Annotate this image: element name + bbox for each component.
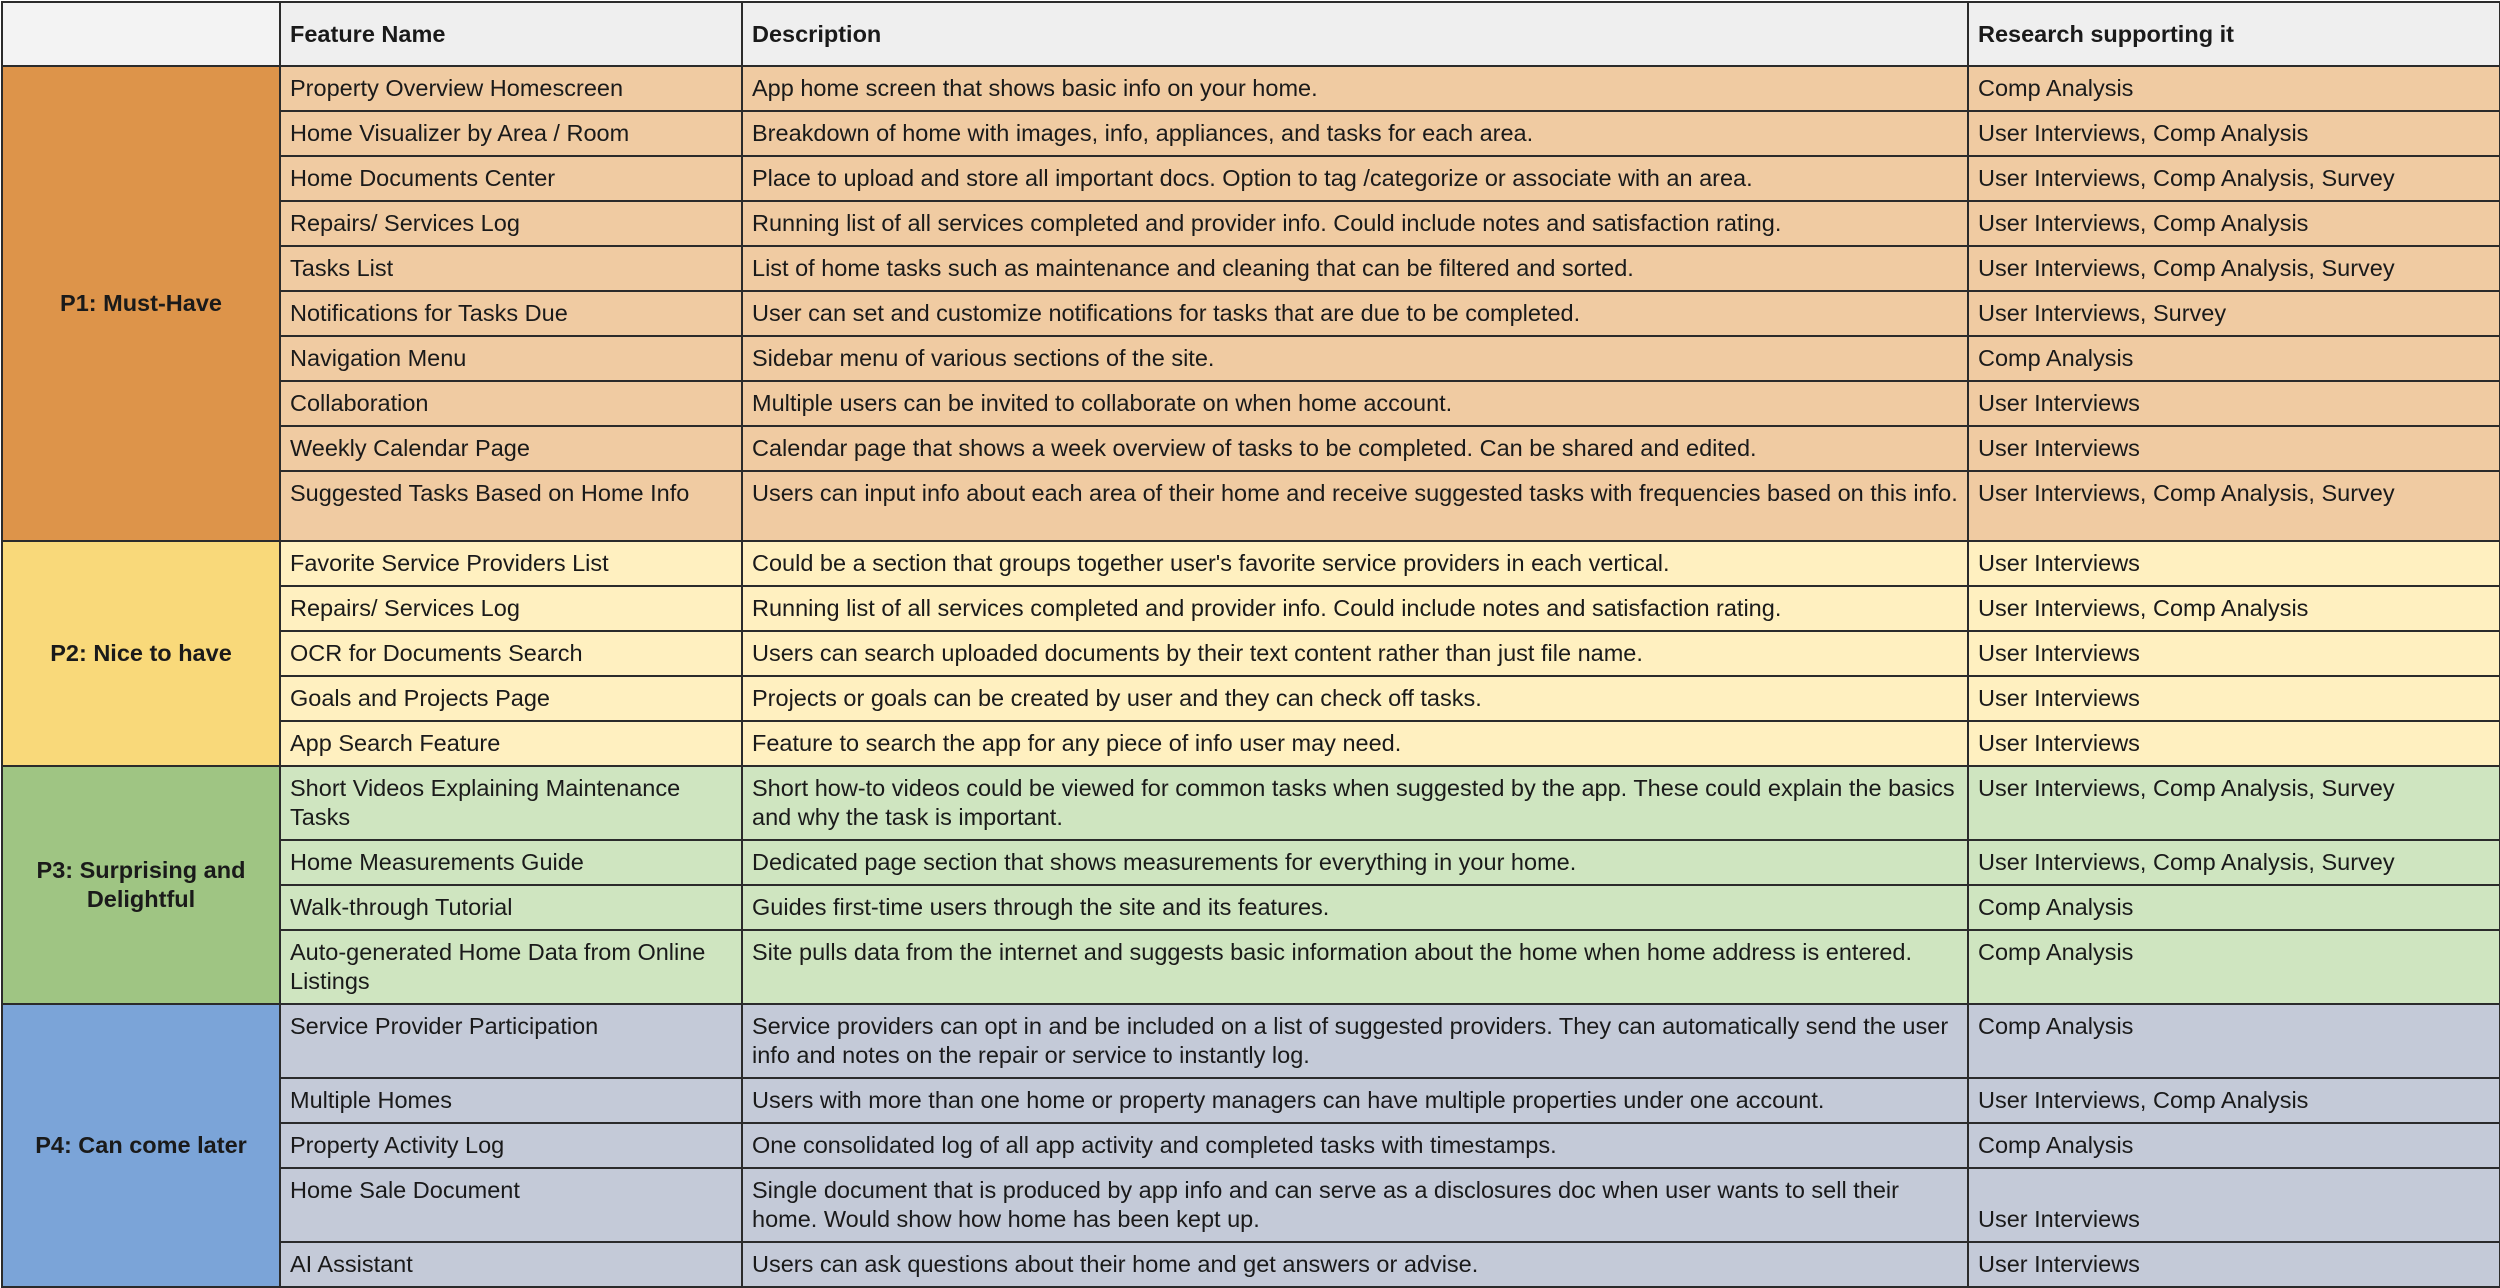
research-cell: Comp Analysis: [1968, 930, 2500, 1004]
research-cell: Comp Analysis: [1968, 66, 2500, 111]
research-cell: User Interviews, Comp Analysis: [1968, 201, 2500, 246]
description-cell: Calendar page that shows a week overview of tasks to be completed. Can be shared and edited.: [742, 426, 1968, 471]
feature-cell: Property Overview Homescreen: [280, 66, 742, 111]
table-row: [2, 156, 2500, 201]
description-cell: User can set and customize notifications for tasks that are due to be completed.: [742, 291, 1968, 336]
feature-cell: Weekly Calendar Page: [280, 426, 742, 471]
table-row: [2, 541, 2500, 586]
table-row: [2, 111, 2500, 156]
research-cell: User Interviews, Survey: [1968, 291, 2500, 336]
table-row: [2, 885, 2500, 930]
feature-cell: AI Assistant: [280, 1242, 742, 1287]
table-row: [2, 66, 2500, 111]
feature-cell: Repairs/ Services Log: [280, 586, 742, 631]
feature-cell: Suggested Tasks Based on Home Info: [280, 471, 742, 541]
description-cell: List of home tasks such as maintenance and cleaning that can be filtered and sorted.: [742, 246, 1968, 291]
description-cell: Projects or goals can be created by user and they can check off tasks.: [742, 676, 1968, 721]
description-cell: Users with more than one home or property managers can have multiple properties under one account.: [742, 1078, 1968, 1123]
group-p1: [2, 66, 2500, 541]
feature-cell: Repairs/ Services Log: [280, 201, 742, 246]
feature-cell: Service Provider Participation: [280, 1004, 742, 1078]
research-cell: User Interviews: [1968, 426, 2500, 471]
research-cell: User Interviews, Comp Analysis, Survey: [1968, 471, 2500, 541]
description-cell: Multiple users can be invited to collaborate on when home account.: [742, 381, 1968, 426]
research-cell: User Interviews: [1968, 1168, 2500, 1242]
table-row: [2, 766, 2500, 840]
table-row: [2, 381, 2500, 426]
feature-cell: Home Documents Center: [280, 156, 742, 201]
research-cell: Comp Analysis: [1968, 1004, 2500, 1078]
table-row: [2, 336, 2500, 381]
feature-cell: App Search Feature: [280, 721, 742, 766]
research-cell: Comp Analysis: [1968, 1123, 2500, 1168]
research-cell: User Interviews: [1968, 541, 2500, 586]
priority-label-p3: P3: Surprising and Delightful: [2, 766, 280, 1004]
priority-label-p1: P1: Must-Have: [2, 66, 280, 541]
table-row: [2, 721, 2500, 766]
feature-cell: Home Sale Document: [280, 1168, 742, 1242]
description-cell: Feature to search the app for any piece of info user may need.: [742, 721, 1968, 766]
description-cell: Place to upload and store all important docs. Option to tag /categorize or associate with an area.: [742, 156, 1968, 201]
description-cell: One consolidated log of all app activity and completed tasks with timestamps.: [742, 1123, 1968, 1168]
header-feature-name: Feature Name: [280, 2, 742, 66]
description-cell: Site pulls data from the internet and suggests basic information about the home when home address is entered.: [742, 930, 1968, 1004]
description-cell: Service providers can opt in and be included on a list of suggested providers. They can automatically send the user info and notes on the repair or service to instantly log.: [742, 1004, 1968, 1078]
feature-cell: Notifications for Tasks Due: [280, 291, 742, 336]
feature-cell: Navigation Menu: [280, 336, 742, 381]
header-row: [2, 2, 2500, 66]
feature-cell: Property Activity Log: [280, 1123, 742, 1168]
description-cell: Users can search uploaded documents by their text content rather than just file name.: [742, 631, 1968, 676]
research-cell: User Interviews, Comp Analysis, Survey: [1968, 246, 2500, 291]
table-row: [2, 291, 2500, 336]
feature-cell: Collaboration: [280, 381, 742, 426]
description-cell: Users can input info about each area of their home and receive suggested tasks with frequencies based on this info.: [742, 471, 1968, 541]
research-cell: User Interviews: [1968, 721, 2500, 766]
research-cell: User Interviews, Comp Analysis, Survey: [1968, 766, 2500, 840]
table-row: [2, 1123, 2500, 1168]
research-cell: User Interviews: [1968, 631, 2500, 676]
table-row: [2, 676, 2500, 721]
table-row: [2, 631, 2500, 676]
table-row: [2, 1004, 2500, 1078]
feature-cell: Home Measurements Guide: [280, 840, 742, 885]
description-cell: Guides first-time users through the site and its features.: [742, 885, 1968, 930]
priority-label-p2: P2: Nice to have: [2, 541, 280, 766]
header-research: Research supporting it: [1968, 2, 2500, 66]
feature-cell: OCR for Documents Search: [280, 631, 742, 676]
description-cell: Users can ask questions about their home and get answers or advise.: [742, 1242, 1968, 1287]
research-cell: User Interviews: [1968, 381, 2500, 426]
header-description: Description: [742, 2, 1968, 66]
table-row: [2, 201, 2500, 246]
table-row: [2, 930, 2500, 1004]
description-cell: App home screen that shows basic info on your home.: [742, 66, 1968, 111]
research-cell: User Interviews, Comp Analysis: [1968, 586, 2500, 631]
research-cell: User Interviews, Comp Analysis, Survey: [1968, 156, 2500, 201]
feature-cell: Tasks List: [280, 246, 742, 291]
feature-cell: Home Visualizer by Area / Room: [280, 111, 742, 156]
description-cell: Breakdown of home with images, info, appliances, and tasks for each area.: [742, 111, 1968, 156]
description-cell: Sidebar menu of various sections of the site.: [742, 336, 1968, 381]
feature-cell: Favorite Service Providers List: [280, 541, 742, 586]
group-p4: [2, 1004, 2500, 1287]
feature-prioritization-table: [1, 1, 2500, 1288]
research-cell: User Interviews: [1968, 676, 2500, 721]
description-cell: Running list of all services completed and provider info. Could include notes and satisfaction rating.: [742, 586, 1968, 631]
table-row: [2, 840, 2500, 885]
research-cell: Comp Analysis: [1968, 885, 2500, 930]
description-cell: Single document that is produced by app info and can serve as a disclosures doc when user wants to sell their home. Would show how home has been kept up.: [742, 1168, 1968, 1242]
feature-cell: Short Videos Explaining Maintenance Tasks: [280, 766, 742, 840]
table-row: [2, 246, 2500, 291]
research-cell: User Interviews: [1968, 1242, 2500, 1287]
feature-cell: Multiple Homes: [280, 1078, 742, 1123]
table-row: [2, 586, 2500, 631]
research-cell: User Interviews, Comp Analysis: [1968, 111, 2500, 156]
feature-cell: Goals and Projects Page: [280, 676, 742, 721]
priority-label-p4: P4: Can come later: [2, 1004, 280, 1287]
group-p3: [2, 766, 2500, 1004]
table-row: [2, 1242, 2500, 1287]
description-cell: Could be a section that groups together user's favorite service providers in each vertical.: [742, 541, 1968, 586]
group-p2: [2, 541, 2500, 766]
table-row: [2, 471, 2500, 541]
research-cell: Comp Analysis: [1968, 336, 2500, 381]
table-row: [2, 1168, 2500, 1242]
table-row: [2, 426, 2500, 471]
research-cell: User Interviews, Comp Analysis: [1968, 1078, 2500, 1123]
research-cell: User Interviews, Comp Analysis, Survey: [1968, 840, 2500, 885]
description-cell: Short how-to videos could be viewed for common tasks when suggested by the app. These could explain the basics and why the task is important.: [742, 766, 1968, 840]
corner-cell: [2, 2, 280, 66]
feature-cell: Walk-through Tutorial: [280, 885, 742, 930]
feature-cell: Auto-generated Home Data from Online Listings: [280, 930, 742, 1004]
table-row: [2, 1078, 2500, 1123]
description-cell: Running list of all services completed and provider info. Could include notes and satisfaction rating.: [742, 201, 1968, 246]
description-cell: Dedicated page section that shows measurements for everything in your home.: [742, 840, 1968, 885]
